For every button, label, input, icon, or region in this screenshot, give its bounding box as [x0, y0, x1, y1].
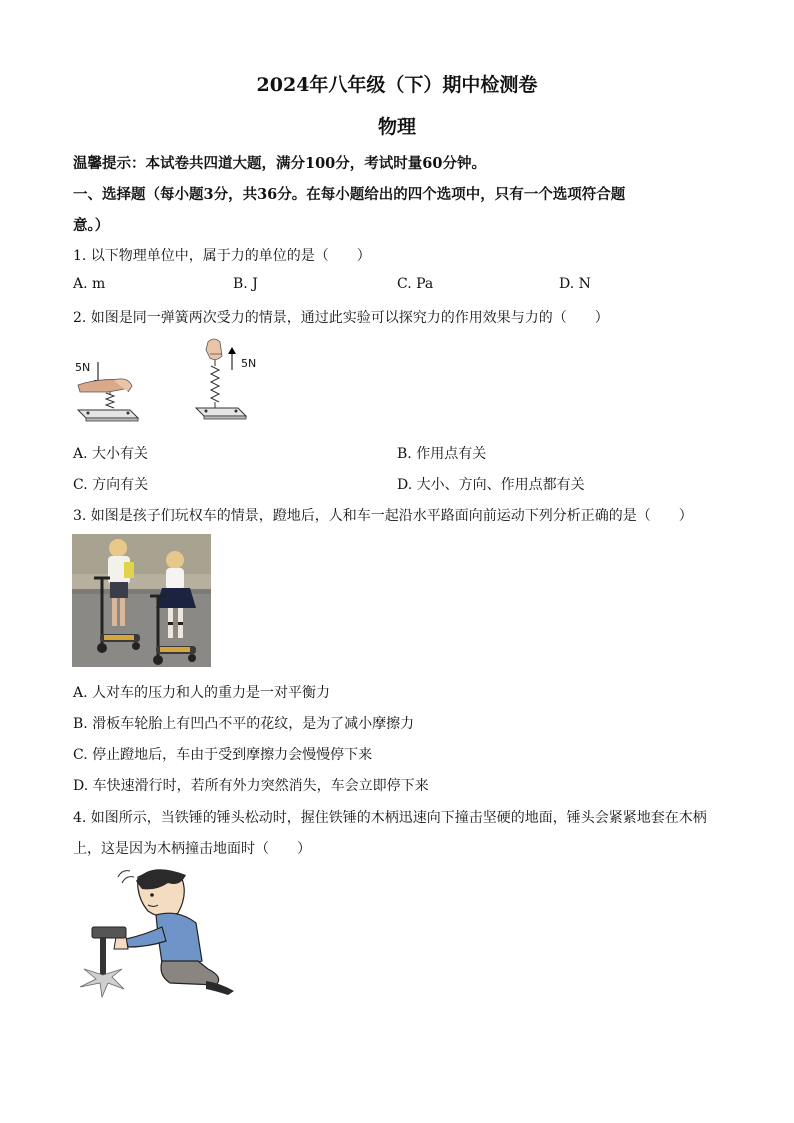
compressed-spring-illustration — [68, 340, 188, 430]
question-1-stem: 1. 以下物理单位中，属于力的单位的是（ ） — [73, 248, 371, 264]
force-label-down: 5N — [75, 361, 91, 374]
hammer-illustration — [78, 865, 238, 1000]
force-label-up: 5N — [241, 357, 257, 370]
stretched-spring-illustration — [192, 336, 262, 431]
question-3-option-a: A. 人对车的压力和人的重力是一对平衡力 — [73, 685, 331, 701]
question-3-option-c: C. 停止蹬地后，车由于受到摩擦力会慢慢停下来 — [73, 747, 373, 763]
notice-text: 温馨提示：本试卷共四道大题，满分100分，考试时量60分钟。 — [73, 155, 486, 172]
question-4-stem-line1: 4. 如图所示，当铁锤的锤头松动时，握住铁锤的木柄迅速向下撞击坚硬的地面，锤头会紧紧地套在木柄 — [73, 810, 707, 826]
question-3-option-b: B. 滑板车轮胎上有凹凸不平的花纹，是为了减小摩擦力 — [73, 716, 415, 732]
question-1-option-b: B. J — [233, 276, 258, 292]
question-2-option-a: A. 大小有关 — [73, 446, 149, 462]
question-3-option-d: D. 车快速滑行时，若所有外力突然消失，车会立即停下来 — [73, 778, 429, 794]
question-2-option-b: B. 作用点有关 — [397, 446, 487, 462]
question-1-option-a: A. m — [73, 276, 106, 292]
section-heading-line2: 意。） — [73, 217, 110, 234]
scooter-photo — [72, 534, 211, 667]
question-1-option-d: D. N — [559, 276, 591, 292]
question-2-option-c: C. 方向有关 — [73, 477, 149, 493]
section-heading-line1: 一、选择题（每小题3分，共36分。在每小题给出的四个选项中，只有一个选项符合题 — [73, 186, 626, 203]
question-2-option-d: D. 大小、方向、作用点都有关 — [397, 477, 585, 493]
question-2-stem: 2. 如图是同一弹簧两次受力的情景，通过此实验可以探究力的作用效果与力的（ ） — [73, 310, 609, 326]
question-4-stem-line2: 上，这是因为木柄撞击地面时（ ） — [73, 841, 311, 857]
question-3-stem: 3. 如图是孩子们玩权车的情景，蹬地后，人和车一起沿水平路面向前运动下列分析正确的是（ ） — [73, 508, 693, 524]
question-1-option-c: C. Pa — [397, 276, 434, 292]
subject-title: 物理 — [377, 116, 416, 138]
exam-title: 2024年八年级（下）期中检测卷 — [256, 74, 538, 96]
